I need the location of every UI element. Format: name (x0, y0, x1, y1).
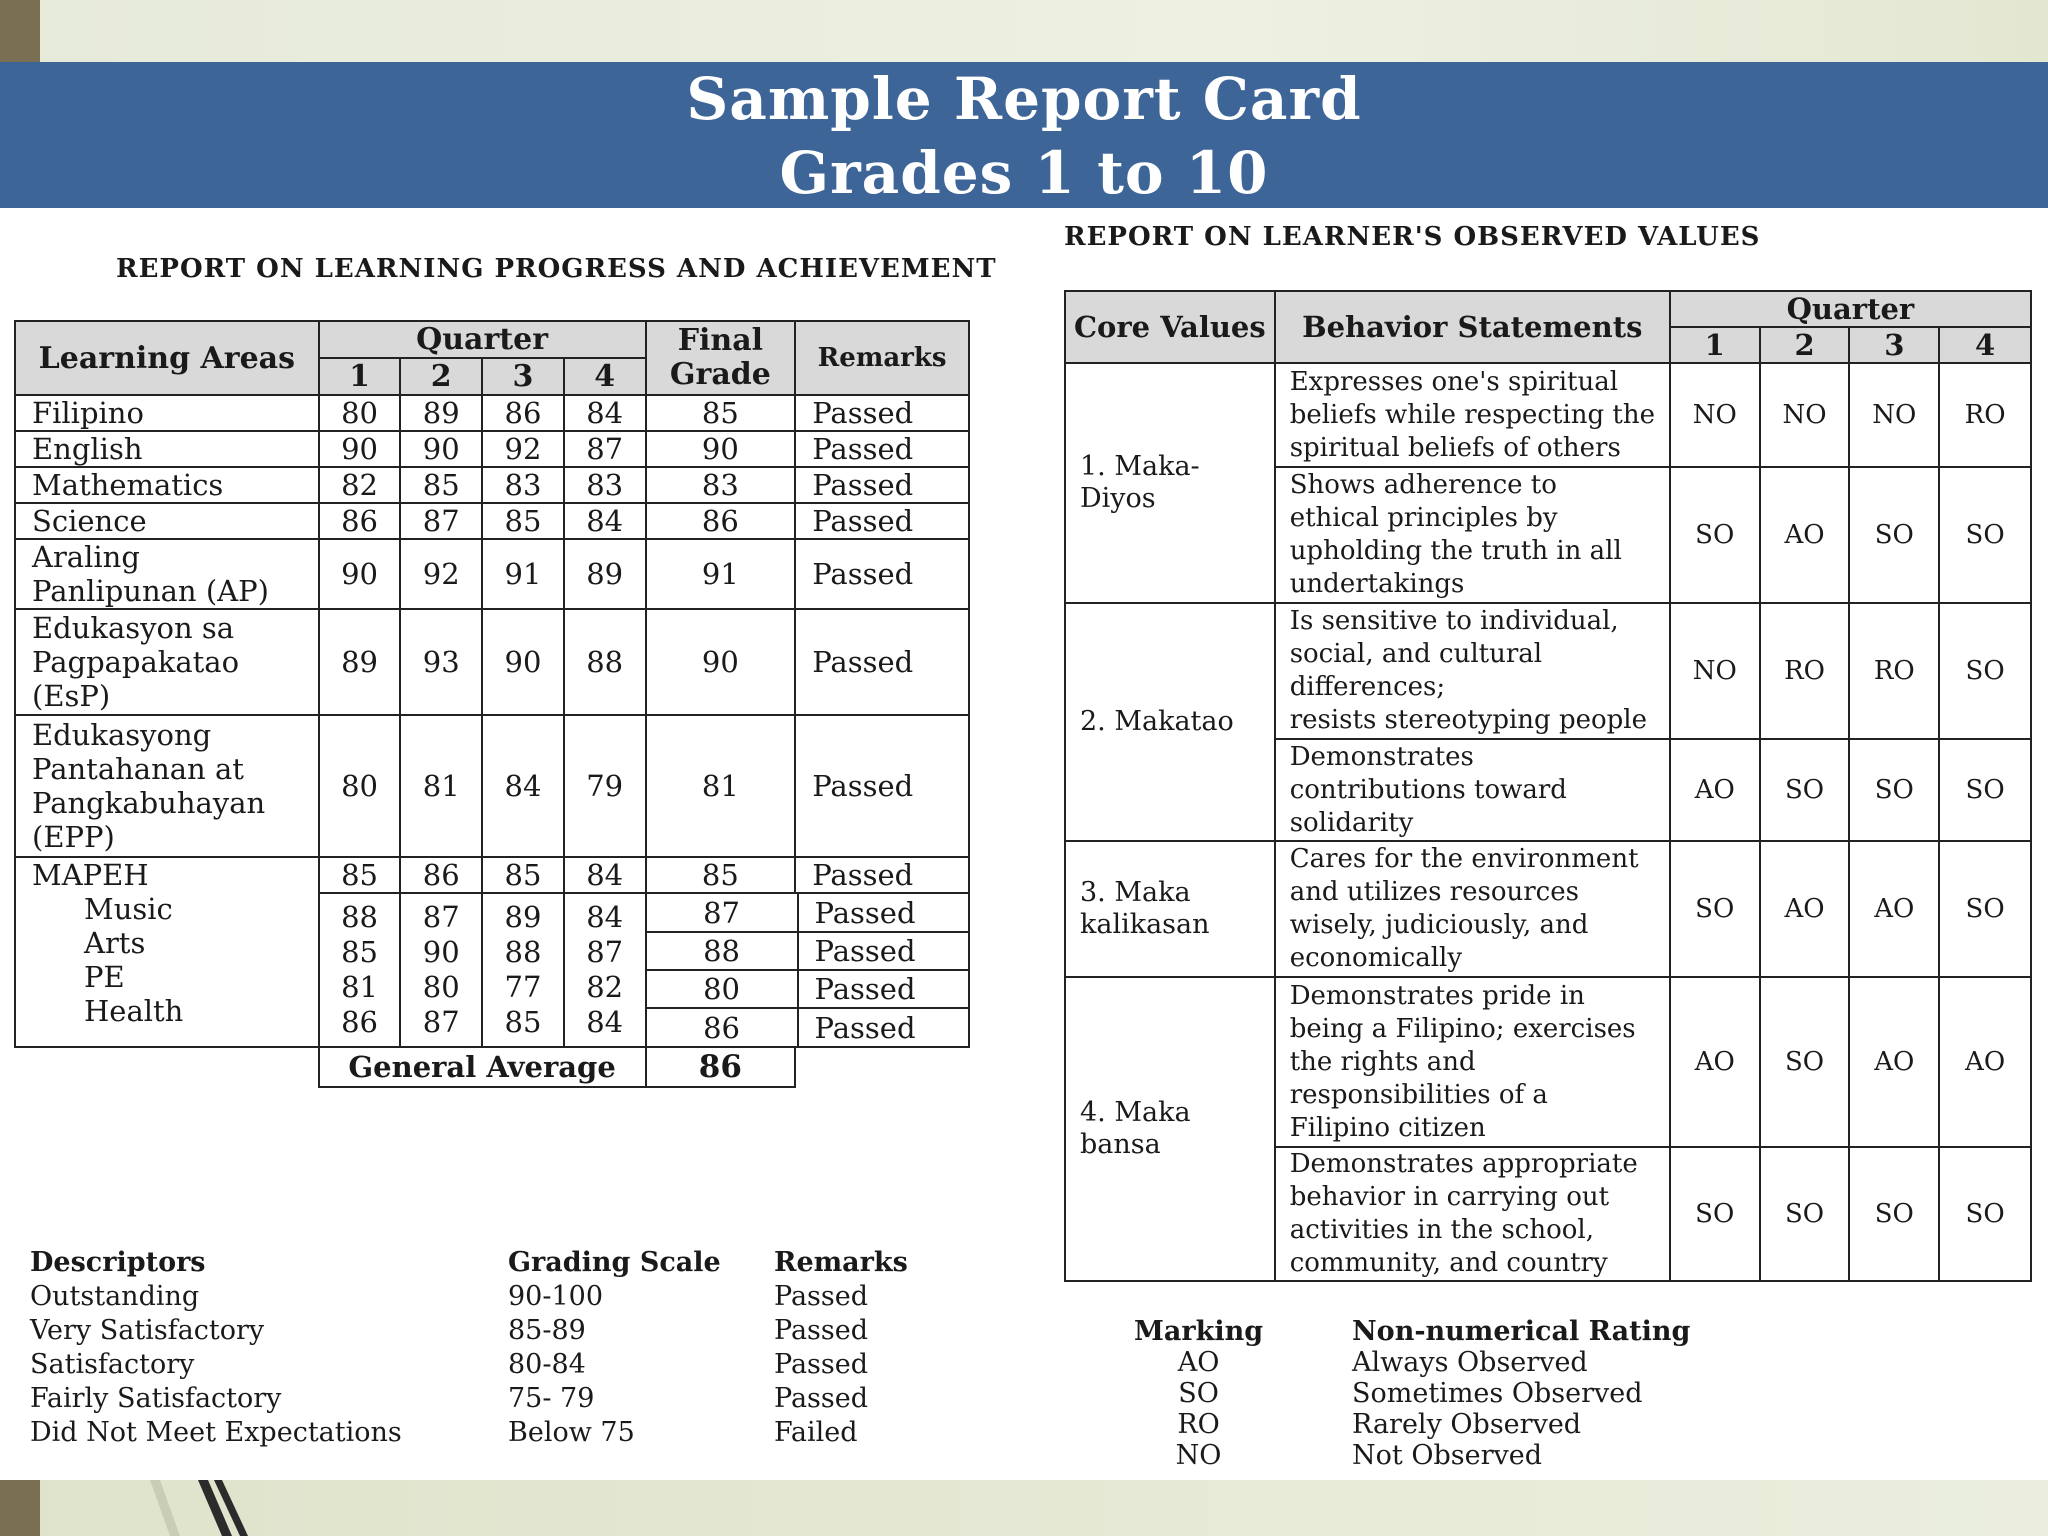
final-grade: 85 (646, 395, 796, 431)
value-mark: RO (1939, 363, 2031, 467)
legend-remark: Passed (774, 1349, 869, 1380)
behavior-line: activities in the school, (1289, 1215, 1594, 1245)
mapeh-sub-label: Health (84, 994, 184, 1028)
core-value-line: 1. Maka- (1080, 451, 1200, 482)
header-quarter: Quarter (319, 321, 646, 358)
behavior-line: beliefs while respecting the (1289, 399, 1655, 430)
behavior-line: resists stereotyping people (1289, 705, 1647, 735)
decor-slashes (140, 1480, 280, 1536)
quarter-grade: 85 (482, 857, 564, 893)
legend-scale: 90-100 (508, 1281, 604, 1312)
behavior-line: Cares for the environment (1289, 844, 1639, 874)
quarter-grade: 90 (319, 431, 401, 467)
header-values-quarter: Quarter (1670, 291, 2031, 327)
header-learning-areas: Learning Areas (15, 321, 319, 395)
rating-legend (1352, 1316, 1690, 1471)
value-mark: SO (1670, 1147, 1760, 1281)
legend-descriptors-header: Descriptors (30, 1247, 206, 1278)
table-row (15, 467, 969, 503)
behavior-statement (1275, 977, 1670, 1147)
learning-area (15, 395, 319, 431)
general-average-row (15, 1047, 969, 1087)
final-grade: 86 (646, 503, 796, 539)
core-value-line: kalikasan (1080, 909, 1210, 940)
legend-mark: SO (1178, 1378, 1219, 1409)
slide-title: Sample Report Card (686, 65, 1362, 133)
behavior-line: contributions toward (1289, 774, 1567, 805)
header-values-q3: 3 (1849, 327, 1939, 363)
descriptor-legend (30, 1246, 402, 1450)
learning-area-line: Araling (32, 540, 140, 574)
quarter-grade: 81 (400, 715, 482, 857)
header-core-values: Core Values (1065, 291, 1275, 363)
final-grade: 85 (646, 857, 796, 893)
remarks: Passed (795, 609, 969, 715)
quarter-grade: 88 (564, 609, 646, 715)
core-value-line: 4. Maka (1080, 1097, 1191, 1128)
value-mark: AO (1670, 739, 1760, 841)
observed-values-table (1064, 290, 2032, 1282)
quarter-grade: 89 (504, 900, 542, 934)
quarter-grade: 87 (564, 431, 646, 467)
final-grade: 83 (646, 467, 796, 503)
learning-area-line: Edukasyon sa (32, 611, 235, 645)
behavior-line: Expresses one's spiritual (1289, 366, 1619, 397)
learning-area (15, 539, 319, 609)
values-row (1065, 603, 2031, 739)
quarter-grade: 92 (400, 539, 482, 609)
general-average-blank (15, 1047, 319, 1087)
learning-area-mapeh (15, 857, 319, 1047)
mapeh-sub-quarter (400, 893, 482, 1047)
core-value (1065, 841, 1275, 977)
general-average-blank (795, 1047, 969, 1087)
learning-progress-body (15, 395, 969, 1087)
legend-mark: NO (1175, 1440, 1222, 1471)
quarter-grade: 85 (482, 503, 564, 539)
mapeh-sub-label: Arts (84, 926, 146, 960)
behavior-line: and utilizes resources (1289, 877, 1579, 907)
remarks: Passed (795, 857, 969, 893)
top-accent-block (0, 0, 40, 62)
quarter-grade: 88 (504, 935, 542, 969)
mapeh-sub-row (647, 932, 968, 970)
quarter-grade: 87 (586, 935, 624, 969)
quarter-grade: 90 (482, 609, 564, 715)
behavior-line: solidarity (1289, 807, 1414, 838)
behavior-line: behavior in carrying out (1289, 1182, 1610, 1212)
legend-rating: Rarely Observed (1352, 1409, 1582, 1440)
legend-descriptor: Satisfactory (30, 1349, 195, 1380)
final-grade: 90 (646, 431, 796, 467)
value-mark: SO (1939, 467, 2031, 603)
mapeh-sub-quarter (319, 893, 401, 1047)
behavior-line: Demonstrates appropriate (1289, 1149, 1638, 1179)
behavior-line: spiritual beliefs of others (1289, 432, 1621, 463)
behavior-line: being a Filipino; exercises (1289, 1013, 1636, 1044)
behavior-statement (1275, 603, 1670, 739)
legend-remark: Passed (774, 1383, 869, 1414)
learning-area-line: English (32, 432, 143, 466)
learning-area-line: Filipino (32, 396, 144, 430)
mapeh-sub-label: Music (84, 892, 173, 926)
values-row (1065, 841, 2031, 977)
final-grade: 88 (647, 932, 798, 970)
value-mark: NO (1849, 363, 1939, 467)
legend-mark: RO (1177, 1409, 1220, 1440)
mapeh-label: MAPEH (32, 858, 149, 892)
value-mark: SO (1760, 1147, 1850, 1281)
learning-area-line: Science (32, 504, 147, 538)
learning-area-line: Pangkabuhayan (32, 786, 266, 820)
final-grade: 87 (647, 894, 798, 932)
value-mark: NO (1670, 363, 1760, 467)
values-heading: REPORT ON LEARNER'S OBSERVED VALUES (1064, 222, 1761, 252)
mapeh-sub-quarter (482, 893, 564, 1047)
quarter-grade: 86 (400, 857, 482, 893)
remarks: Passed (795, 503, 969, 539)
quarter-grade: 85 (400, 467, 482, 503)
learning-area-line: Panlipunan (AP) (32, 574, 269, 608)
legend-scale-header: Grading Scale (508, 1247, 721, 1278)
behavior-line: economically (1289, 943, 1463, 973)
header-remarks: Remarks (795, 321, 969, 395)
behavior-line: ethical principles by (1289, 503, 1558, 533)
remarks: Passed (795, 539, 969, 609)
quarter-grade: 88 (341, 900, 378, 934)
value-mark: SO (1939, 841, 2031, 977)
final-grade: 86 (647, 1008, 798, 1046)
quarter-grade: 87 (422, 1005, 460, 1039)
table-row (15, 431, 969, 467)
learning-area-line: (EsP) (32, 679, 111, 713)
learning-progress-table (14, 320, 970, 1088)
learning-area-line: (EPP) (32, 820, 115, 854)
legend-descriptor: Very Satisfactory (30, 1315, 265, 1346)
core-value (1065, 363, 1275, 603)
core-value (1065, 603, 1275, 841)
remarks: Passed (795, 395, 969, 431)
legend-scale: 80-84 (508, 1349, 586, 1380)
learning-area (15, 503, 319, 539)
value-mark: RO (1760, 603, 1850, 739)
quarter-grade: 81 (341, 970, 378, 1004)
quarter-grade: 92 (482, 431, 564, 467)
value-mark: AO (1670, 977, 1760, 1147)
header-q1: 1 (319, 358, 401, 395)
learning-area-line: Mathematics (32, 468, 224, 502)
header-values-q4: 4 (1939, 327, 2031, 363)
core-value-line: 2. Makatao (1080, 706, 1234, 737)
learning-area (15, 609, 319, 715)
quarter-grade: 90 (422, 935, 460, 969)
quarter-grade: 80 (319, 395, 401, 431)
progress-heading: REPORT ON LEARNING PROGRESS AND ACHIEVEMENT (116, 254, 997, 284)
mapeh-sub-row (647, 1008, 968, 1046)
quarter-grade: 84 (482, 715, 564, 857)
value-mark: AO (1849, 841, 1939, 977)
value-mark: SO (1670, 841, 1760, 977)
value-mark: SO (1670, 467, 1760, 603)
remarks: Passed (798, 970, 968, 1008)
remarks: Passed (795, 715, 969, 857)
header-values-q1: 1 (1670, 327, 1760, 363)
behavior-line: Shows adherence to (1289, 470, 1557, 500)
value-mark: AO (1939, 977, 2031, 1147)
final-label-2: Grade (669, 357, 771, 392)
behavior-line: Demonstrates pride in (1289, 980, 1585, 1011)
final-grade: 81 (646, 715, 796, 857)
core-value (1065, 977, 1275, 1281)
learning-area (15, 467, 319, 503)
behavior-line: wisely, judiciously, and (1289, 910, 1589, 940)
marking-legend (1134, 1316, 1263, 1471)
behavior-line: upholding the truth in all (1289, 536, 1622, 566)
value-mark: SO (1939, 739, 2031, 841)
header-final-grade (646, 321, 796, 395)
behavior-statement (1275, 841, 1670, 977)
quarter-grade: 89 (400, 395, 482, 431)
value-mark: NO (1670, 603, 1760, 739)
slide-subtitle: Grades 1 to 10 (779, 139, 1269, 207)
values-row (1065, 977, 2031, 1147)
behavior-line: the rights and (1289, 1046, 1476, 1077)
legend-scale: Below 75 (508, 1417, 635, 1448)
learning-area (15, 431, 319, 467)
behavior-statement (1275, 467, 1670, 603)
quarter-grade: 80 (422, 970, 460, 1004)
behavior-line: Filipino citizen (1289, 1112, 1486, 1143)
scale-legend (508, 1246, 721, 1450)
final-label-1: Final (677, 323, 764, 358)
header-values-q2: 2 (1760, 327, 1850, 363)
remarks: Passed (795, 467, 969, 503)
header-q4: 4 (564, 358, 646, 395)
value-mark: AO (1760, 467, 1850, 603)
quarter-grade: 90 (319, 539, 401, 609)
value-mark: SO (1849, 467, 1939, 603)
quarter-grade: 84 (586, 1005, 624, 1039)
quarter-grade: 80 (319, 715, 401, 857)
quarter-grade: 87 (400, 503, 482, 539)
learning-area (15, 715, 319, 857)
quarter-grade: 86 (319, 503, 401, 539)
legend-rating: Sometimes Observed (1352, 1378, 1643, 1409)
quarter-grade: 84 (586, 900, 624, 934)
quarter-grade: 84 (564, 857, 646, 893)
behavior-line: differences; (1289, 672, 1446, 702)
legend-mark: AO (1177, 1347, 1220, 1378)
table-row-mapeh (15, 857, 969, 893)
quarter-grade: 89 (564, 539, 646, 609)
behavior-line: responsibilities of a (1289, 1079, 1548, 1110)
value-mark: SO (1939, 1147, 2031, 1281)
table-row (15, 539, 969, 609)
table-row (15, 715, 969, 857)
table-row (15, 395, 969, 431)
quarter-grade: 84 (564, 503, 646, 539)
title-banner (0, 62, 2048, 208)
quarter-grade: 82 (319, 467, 401, 503)
quarter-grade: 82 (586, 970, 624, 1004)
legend-marking-header: Marking (1134, 1316, 1264, 1347)
mapeh-sub-row (647, 894, 968, 932)
remarks-legend (774, 1246, 908, 1450)
value-mark: SO (1849, 1147, 1939, 1281)
learning-area-line: Pantahanan at (32, 752, 244, 786)
quarter-grade: 84 (564, 395, 646, 431)
quarter-grade: 91 (482, 539, 564, 609)
value-mark: NO (1760, 363, 1850, 467)
mapeh-sub-label: PE (84, 960, 125, 994)
remarks: Passed (798, 932, 968, 970)
legend-descriptor: Fairly Satisfactory (30, 1383, 282, 1414)
general-average-label: General Average (319, 1047, 646, 1087)
legend-remark: Passed (774, 1281, 869, 1312)
legend-descriptor: Outstanding (30, 1281, 200, 1312)
legend-remarks-header: Remarks (774, 1247, 908, 1278)
behavior-line: community, and country (1289, 1248, 1608, 1278)
value-mark: SO (1849, 739, 1939, 841)
value-mark: SO (1760, 977, 1850, 1147)
quarter-grade: 85 (341, 935, 378, 969)
header-q2: 2 (400, 358, 482, 395)
quarter-grade: 86 (341, 1005, 378, 1039)
quarter-grade: 79 (564, 715, 646, 857)
value-mark: AO (1849, 977, 1939, 1147)
quarter-grade: 85 (319, 857, 401, 893)
legend-descriptor: Did Not Meet Expectations (30, 1417, 402, 1448)
quarter-grade: 86 (482, 395, 564, 431)
behavior-statement (1275, 363, 1670, 467)
quarter-grade: 89 (319, 609, 401, 715)
final-grade: 90 (646, 609, 796, 715)
core-value-line: bansa (1080, 1129, 1161, 1160)
behavior-line: Demonstrates (1289, 741, 1474, 772)
final-grade: 91 (646, 539, 796, 609)
mapeh-sub-finals (646, 893, 969, 1047)
legend-scale: 75- 79 (508, 1383, 595, 1414)
quarter-grade: 83 (564, 467, 646, 503)
mapeh-sub-final-table (647, 894, 968, 1046)
quarter-grade: 85 (504, 1005, 542, 1039)
remarks: Passed (798, 1008, 968, 1046)
legend-remark: Passed (774, 1315, 869, 1346)
value-mark: SO (1939, 603, 2031, 739)
bottom-accent-block (0, 1480, 40, 1536)
behavior-line: Is sensitive to individual, (1289, 606, 1619, 636)
learning-area-line: Edukasyong (32, 718, 212, 752)
mapeh-sub-quarter (564, 893, 646, 1047)
value-mark: RO (1849, 603, 1939, 739)
behavior-statement (1275, 1147, 1670, 1281)
values-row (1065, 363, 2031, 467)
remarks: Passed (798, 894, 968, 932)
header-behavior-statements: Behavior Statements (1275, 291, 1670, 363)
legend-rating: Always Observed (1352, 1347, 1588, 1378)
quarter-grade: 87 (422, 900, 460, 934)
behavior-line: social, and cultural (1289, 639, 1543, 669)
observed-values-body (1065, 363, 2031, 1281)
legend-rating-header: Non-numerical Rating (1352, 1316, 1691, 1347)
legend-remark: Failed (774, 1417, 858, 1448)
table-row (15, 609, 969, 715)
learning-area-line: Pagpapakatao (32, 645, 240, 679)
quarter-grade: 83 (482, 467, 564, 503)
bottom-decor-band (0, 1480, 2048, 1536)
table-row (15, 503, 969, 539)
final-grade: 80 (647, 970, 798, 1008)
behavior-line: undertakings (1289, 569, 1465, 599)
header-q3: 3 (482, 358, 564, 395)
quarter-grade: 90 (400, 431, 482, 467)
behavior-statement (1275, 739, 1670, 841)
remarks: Passed (795, 431, 969, 467)
quarter-grade: 93 (400, 609, 482, 715)
legend-rating: Not Observed (1352, 1440, 1542, 1471)
value-mark: SO (1760, 739, 1850, 841)
core-value-line: Diyos (1080, 483, 1156, 514)
general-average-value: 86 (646, 1047, 796, 1087)
value-mark: AO (1760, 841, 1850, 977)
core-value-line: 3. Maka (1080, 877, 1191, 908)
top-decor-band (0, 0, 2048, 62)
legend-scale: 85-89 (508, 1315, 586, 1346)
mapeh-sub-row (647, 970, 968, 1008)
quarter-grade: 77 (504, 970, 542, 1004)
